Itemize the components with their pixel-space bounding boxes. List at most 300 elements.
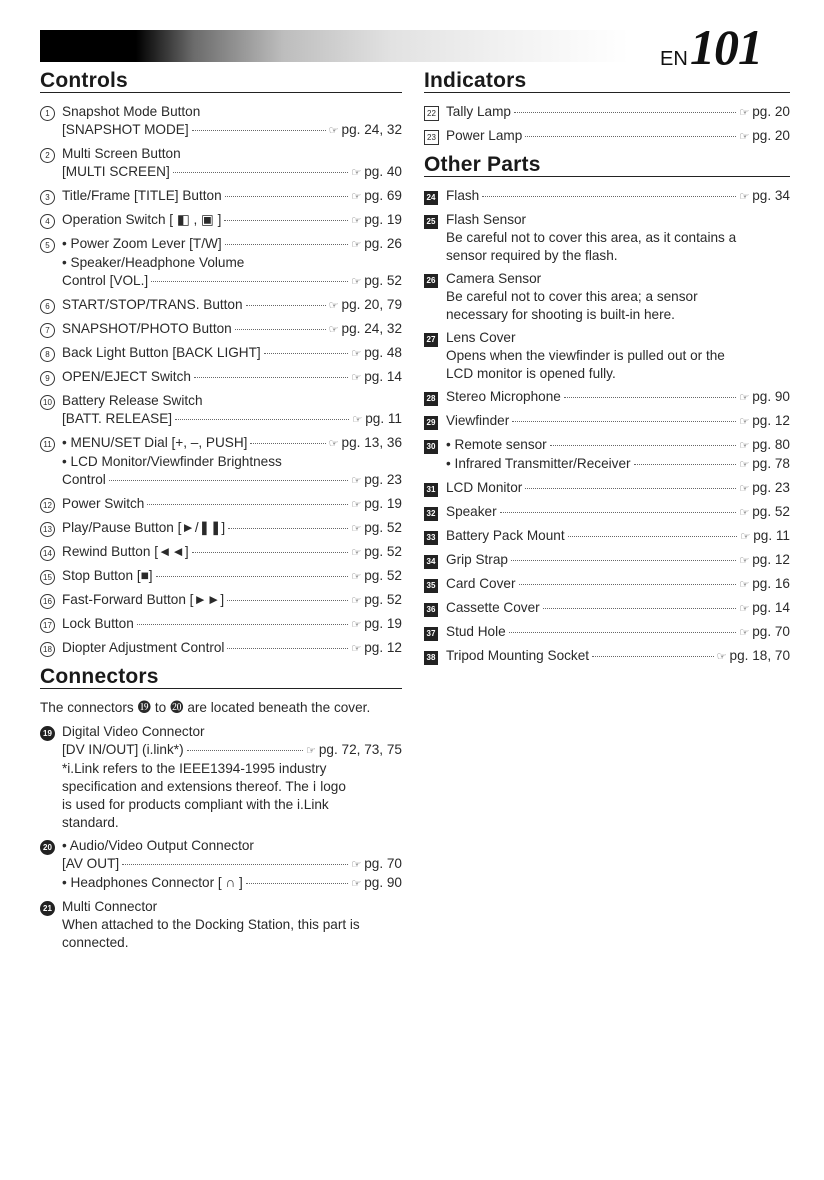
dot-leader: [187, 750, 303, 751]
list-item: [40, 898, 402, 952]
reference-pointer-icon: ☞: [351, 239, 362, 251]
page-reference: [329, 121, 402, 140]
connectors-list: [40, 723, 402, 952]
item-body: [446, 479, 790, 498]
controls-list: [40, 103, 402, 658]
reference-pointer-icon: ☞: [351, 595, 362, 607]
page-reference-text: pg. 24, 32: [341, 122, 402, 137]
item-text: START/STOP/TRANS. Button: [62, 297, 243, 312]
page-reference-text: pg. 52: [364, 273, 402, 288]
reference-pointer-icon: ☞: [351, 475, 362, 487]
item-text: Viewfinder: [446, 413, 510, 428]
page-reference-text: pg. 20: [752, 104, 790, 119]
item-line: [446, 247, 790, 265]
item-number: 30: [424, 440, 438, 454]
item-body: [62, 296, 402, 315]
page-reference: [351, 519, 402, 538]
reference-pointer-icon: ☞: [739, 440, 750, 452]
dot-leader: [224, 220, 348, 221]
item-number-marker: [40, 723, 62, 832]
item-body: [62, 392, 402, 429]
item-body: [446, 551, 790, 570]
item-body: [446, 623, 790, 642]
item-number: 3: [40, 190, 55, 205]
item-text: Play/Pause Button [►/❚❚]: [62, 520, 226, 535]
item-body: [62, 344, 402, 363]
item-line: [62, 410, 402, 429]
page-reference: [351, 567, 402, 586]
list-item: [424, 187, 790, 206]
list-item: [424, 329, 790, 383]
reference-pointer-icon: ☞: [739, 131, 750, 143]
page-reference-text: pg. 40: [364, 164, 402, 179]
item-number-marker: [40, 837, 62, 893]
item-number-marker: [40, 145, 62, 182]
item-number: 28: [424, 392, 438, 406]
reference-pointer-icon: ☞: [352, 414, 363, 426]
page-reference: [739, 575, 790, 594]
item-body: [62, 543, 402, 562]
item-text: [MULTI SCREEN]: [62, 164, 170, 179]
reference-pointer-icon: ☞: [351, 878, 362, 890]
page-reference: [351, 368, 402, 387]
page-reference: [739, 503, 790, 522]
item-number-marker: [40, 368, 62, 387]
item-text: Snapshot Mode Button: [62, 104, 201, 119]
item-line: [62, 898, 402, 916]
item-line: [62, 567, 402, 586]
page-reference-text: pg. 19: [364, 496, 402, 511]
page-reference: [329, 320, 402, 339]
page-reference-text: pg. 52: [364, 568, 402, 583]
item-body: [446, 436, 790, 474]
item-line: [446, 329, 790, 347]
page-reference-text: pg. 13, 36: [341, 435, 402, 450]
item-text: standard.: [62, 815, 119, 830]
page-reference-text: pg. 52: [364, 520, 402, 535]
reference-pointer-icon: ☞: [739, 555, 750, 567]
dot-leader: [194, 377, 348, 378]
item-text: LCD monitor is opened fully.: [446, 366, 616, 381]
item-line: [62, 320, 402, 339]
item-line: [446, 211, 790, 229]
list-item: [424, 527, 790, 546]
item-line: [446, 455, 790, 474]
dot-leader: [122, 864, 348, 865]
page-reference: [739, 187, 790, 206]
item-text: Power Switch: [62, 496, 145, 511]
page-reference-text: pg. 72, 73, 75: [318, 742, 402, 757]
page-reference-text: pg. 90: [364, 875, 402, 890]
item-text: Flash Sensor: [446, 212, 527, 227]
item-text: Be careful not to cover this area; a sensor: [446, 289, 698, 304]
item-text: Control: [62, 472, 106, 487]
item-text: Stop Button [■]: [62, 568, 153, 583]
dot-leader: [482, 196, 736, 197]
dot-leader: [525, 136, 736, 137]
right-column: [424, 69, 790, 671]
list-item: [424, 575, 790, 594]
dot-leader: [137, 624, 349, 625]
item-number-marker: [424, 187, 446, 206]
item-body: [62, 519, 402, 538]
item-body: [446, 329, 790, 383]
reference-pointer-icon: ☞: [739, 392, 750, 404]
list-item: [40, 368, 402, 387]
item-number: 8: [40, 347, 55, 362]
reference-pointer-icon: ☞: [351, 215, 362, 227]
item-text: Operation Switch [ ◧ , ▣ ]: [62, 212, 222, 227]
item-number-marker: [424, 329, 446, 383]
reference-pointer-icon: ☞: [739, 507, 750, 519]
dot-leader: [192, 130, 326, 131]
item-line: [62, 296, 402, 315]
item-number-marker: [424, 527, 446, 546]
item-number-marker: [40, 543, 62, 562]
dot-leader: [151, 281, 348, 282]
reference-pointer-icon: ☞: [351, 191, 362, 203]
item-line: [446, 551, 790, 570]
item-body: [62, 320, 402, 339]
connectors-title: Connectors: [40, 668, 402, 689]
item-text: necessary for shooting is built-in here.: [446, 307, 675, 322]
item-body: [62, 639, 402, 658]
reference-pointer-icon: ☞: [739, 459, 750, 471]
reference-pointer-icon: ☞: [328, 125, 339, 137]
list-item: [424, 599, 790, 618]
item-number: 24: [424, 191, 438, 205]
item-number-marker: [40, 615, 62, 634]
item-number: 22: [424, 106, 439, 121]
list-item: [40, 519, 402, 538]
item-number-marker: [40, 434, 62, 490]
item-text: Tally Lamp: [446, 104, 511, 119]
dot-leader: [525, 488, 736, 489]
item-body: [446, 503, 790, 522]
item-text: Opens when the viewfinder is pulled out or the: [446, 348, 725, 363]
item-text: Lens Cover: [446, 330, 516, 345]
item-text: OPEN/EJECT Switch: [62, 369, 191, 384]
reference-pointer-icon: ☞: [351, 499, 362, 511]
item-line: [62, 543, 402, 562]
reference-pointer-icon: ☞: [739, 191, 750, 203]
reference-pointer-icon: ☞: [739, 483, 750, 495]
page-reference-text: pg. 48: [364, 345, 402, 360]
item-line: [446, 127, 790, 146]
list-item: [424, 127, 790, 146]
item-line: [62, 211, 402, 230]
page-reference: [717, 647, 790, 666]
reference-pointer-icon: ☞: [328, 300, 339, 312]
page-reference: [739, 623, 790, 642]
item-number: 35: [424, 579, 438, 593]
item-body: [446, 187, 790, 206]
connectors-intro: The connectors ⓳ to ⓴ are located beneath the cover.: [40, 700, 371, 715]
item-line: [62, 874, 402, 893]
item-number-marker: [424, 103, 446, 122]
item-body: [446, 412, 790, 431]
page-reference: [351, 471, 402, 490]
list-item: [40, 235, 402, 291]
item-line: [446, 229, 790, 247]
item-line: [62, 453, 402, 471]
list-item: [40, 615, 402, 634]
item-text: • Power Zoom Lever [T/W]: [62, 236, 222, 251]
item-body: [62, 898, 402, 952]
item-number-marker: [40, 320, 62, 339]
dot-leader: [235, 329, 326, 330]
item-line: [62, 934, 402, 952]
reference-pointer-icon: ☞: [351, 643, 362, 655]
page-reference: [740, 527, 790, 546]
item-body: [62, 567, 402, 586]
item-number: 21: [40, 901, 55, 916]
reference-pointer-icon: ☞: [716, 651, 727, 663]
reference-pointer-icon: ☞: [351, 547, 362, 559]
page-reference: [739, 479, 790, 498]
item-number-marker: [40, 495, 62, 514]
item-number: 6: [40, 299, 55, 314]
item-line: [62, 591, 402, 610]
item-number-marker: [40, 591, 62, 610]
item-text: Tripod Mounting Socket: [446, 648, 590, 663]
item-number-marker: [424, 211, 446, 265]
item-line: [62, 368, 402, 387]
dot-leader: [250, 443, 325, 444]
page-reference: [351, 187, 402, 206]
list-item: [40, 434, 402, 490]
item-number-marker: [40, 235, 62, 291]
item-number-marker: [424, 412, 446, 431]
item-line: [446, 103, 790, 122]
dot-leader: [147, 504, 348, 505]
item-body: [62, 495, 402, 514]
page-reference-text: pg. 11: [753, 528, 790, 543]
page-reference: [351, 874, 402, 893]
item-number-marker: [424, 647, 446, 666]
dot-leader: [514, 112, 736, 113]
page-reference-text: pg. 90: [752, 389, 790, 404]
reference-pointer-icon: ☞: [351, 571, 362, 583]
list-item: [424, 551, 790, 570]
page-reference: [739, 551, 790, 570]
item-line: [62, 639, 402, 658]
item-line: [62, 163, 402, 182]
item-text: specification and extensions thereof. The ⅰ logo: [62, 779, 346, 794]
page-reference: [351, 855, 402, 874]
page-number: 101: [690, 19, 762, 75]
item-line: [62, 187, 402, 206]
item-body: [446, 211, 790, 265]
list-item: [40, 591, 402, 610]
item-number-marker: [40, 639, 62, 658]
item-text: Battery Pack Mount: [446, 528, 565, 543]
item-number: 20: [40, 840, 55, 855]
dot-leader: [543, 608, 737, 609]
reference-pointer-icon: ☞: [739, 579, 750, 591]
item-body: [446, 599, 790, 618]
reference-pointer-icon: ☞: [351, 276, 362, 288]
item-number-marker: [40, 187, 62, 206]
item-text: • LCD Monitor/Viewfinder Brightness: [62, 454, 282, 469]
dot-leader: [634, 464, 737, 465]
list-item: [40, 837, 402, 893]
list-item: [40, 187, 402, 206]
page-reference-text: pg. 23: [364, 472, 402, 487]
item-text: • MENU/SET Dial [+, –, PUSH]: [62, 435, 248, 450]
item-text: Power Lamp: [446, 128, 523, 143]
item-number: 12: [40, 498, 55, 513]
page-reference-text: pg. 12: [752, 413, 790, 428]
item-text: Fast-Forward Button [►►]: [62, 592, 225, 607]
controls-title: Controls: [40, 72, 402, 93]
page-reference-text: pg. 20: [752, 128, 790, 143]
item-line: [62, 615, 402, 634]
item-number-marker: [424, 599, 446, 618]
item-number: 26: [424, 274, 438, 288]
item-line: [62, 434, 402, 453]
page-reference-text: pg. 18, 70: [729, 648, 790, 663]
page-reference-text: pg. 70: [364, 856, 402, 871]
item-text: [AV OUT]: [62, 856, 120, 871]
item-number: 27: [424, 333, 438, 347]
item-body: [446, 575, 790, 594]
item-number: 18: [40, 642, 55, 657]
item-body: [446, 103, 790, 122]
page-reference-text: pg. 78: [752, 456, 790, 471]
item-body: [62, 187, 402, 206]
item-body: [62, 235, 402, 291]
page-reference-text: pg. 11: [365, 411, 402, 426]
item-text: Rewind Button [◄◄]: [62, 544, 189, 559]
item-number: 16: [40, 594, 55, 609]
item-body: [446, 647, 790, 666]
dot-leader: [246, 883, 349, 884]
item-text: LCD Monitor: [446, 480, 523, 495]
item-number: 2: [40, 148, 55, 163]
reference-pointer-icon: ☞: [328, 324, 339, 336]
item-text: Digital Video Connector: [62, 724, 205, 739]
left-column: [40, 69, 402, 957]
dot-leader: [246, 305, 326, 306]
item-line: [446, 527, 790, 546]
reference-pointer-icon: ☞: [351, 523, 362, 535]
item-line: [446, 623, 790, 642]
item-number: 17: [40, 618, 55, 633]
list-item: [40, 543, 402, 562]
page-reference-text: pg. 16: [752, 576, 790, 591]
item-body: [446, 127, 790, 146]
item-line: [62, 519, 402, 538]
item-text: Multi Connector: [62, 899, 158, 914]
dot-leader: [156, 576, 349, 577]
item-number-marker: [40, 344, 62, 363]
item-body: [62, 615, 402, 634]
reference-pointer-icon: ☞: [740, 531, 751, 543]
dot-leader: [227, 648, 348, 649]
dot-leader: [225, 244, 349, 245]
item-text: When attached to the Docking Station, this part is: [62, 917, 360, 932]
item-line: [446, 479, 790, 498]
item-body: [62, 145, 402, 182]
item-number-marker: [424, 623, 446, 642]
item-text: SNAPSHOT/PHOTO Button: [62, 321, 232, 336]
list-item: [40, 103, 402, 140]
page-reference-text: pg. 70: [752, 624, 790, 639]
item-line: [62, 855, 402, 874]
dot-leader: [500, 512, 737, 513]
item-body: [62, 368, 402, 387]
item-number: 31: [424, 483, 438, 497]
page-reference: [351, 211, 402, 230]
dot-leader: [568, 536, 738, 537]
item-number: 23: [424, 130, 439, 145]
page-reference: [306, 741, 402, 760]
item-line: [446, 347, 790, 365]
dot-leader: [225, 196, 349, 197]
item-body: [446, 270, 790, 324]
list-item: [40, 392, 402, 429]
item-body: [62, 211, 402, 230]
item-number: 5: [40, 238, 55, 253]
reference-pointer-icon: ☞: [739, 603, 750, 615]
item-line: [446, 388, 790, 407]
item-line: [62, 796, 402, 814]
item-text: [SNAPSHOT MODE]: [62, 122, 189, 137]
item-number: 34: [424, 555, 438, 569]
item-text: • Speaker/Headphone Volume: [62, 255, 245, 270]
page-reference: [351, 615, 402, 634]
page-reference: [351, 163, 402, 182]
item-number: 37: [424, 627, 438, 641]
list-item: [424, 388, 790, 407]
dot-leader: [511, 560, 736, 561]
page-reference-text: pg. 19: [364, 616, 402, 631]
reference-pointer-icon: ☞: [739, 416, 750, 428]
item-line: [62, 741, 402, 760]
dot-leader: [175, 419, 349, 420]
list-item: [40, 296, 402, 315]
item-line: [446, 288, 790, 306]
list-item: [424, 479, 790, 498]
list-item: [424, 270, 790, 324]
item-text: Control [VOL.]: [62, 273, 149, 288]
item-text: [DV IN/OUT] (i.link*): [62, 742, 184, 757]
dot-leader: [519, 584, 737, 585]
page-reference-text: pg. 52: [364, 592, 402, 607]
item-text: Back Light Button [BACK LIGHT]: [62, 345, 261, 360]
item-number: 13: [40, 522, 55, 537]
item-text: Lock Button: [62, 616, 134, 631]
item-line: [62, 103, 402, 121]
reference-pointer-icon: ☞: [351, 859, 362, 871]
item-text: *i.Link refers to the IEEE1394-1995 industry: [62, 761, 327, 776]
reference-pointer-icon: ☞: [351, 372, 362, 384]
item-line: [62, 760, 402, 778]
indicators-title: Indicators: [424, 72, 790, 93]
item-text: Battery Release Switch: [62, 393, 203, 408]
page-reference-text: pg. 20, 79: [341, 297, 402, 312]
reference-pointer-icon: ☞: [739, 627, 750, 639]
item-number: 38: [424, 651, 438, 665]
dot-leader: [512, 421, 736, 422]
item-text: Stereo Microphone: [446, 389, 561, 404]
item-number: 7: [40, 323, 55, 338]
list-item: [424, 436, 790, 474]
page-reference-text: pg. 12: [364, 640, 402, 655]
indicators-list: [424, 103, 790, 146]
item-number-marker: [40, 296, 62, 315]
